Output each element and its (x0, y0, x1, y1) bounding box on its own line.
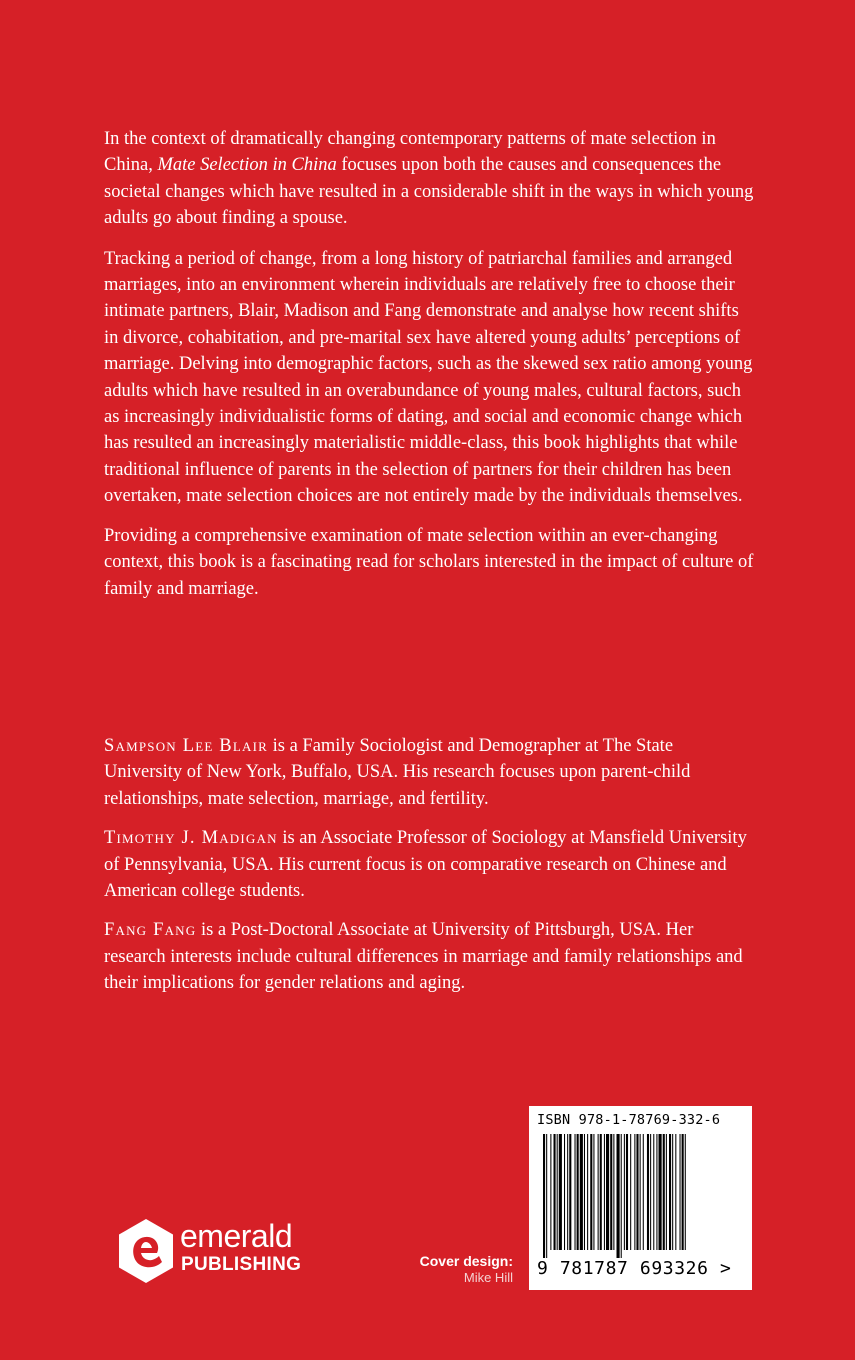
barcode-bar (621, 1134, 622, 1258)
barcode-bar (598, 1134, 599, 1250)
barcode-bar (669, 1134, 671, 1250)
cover-credit-name: Mike Hill (463, 1270, 513, 1285)
barcode-bar (590, 1134, 592, 1250)
author-bio-blair (104, 733, 754, 812)
barcode-bar (577, 1134, 579, 1250)
barcode-bar (650, 1134, 651, 1250)
barcode-digits: 9 781787 693326 > (537, 1258, 732, 1279)
blurb-paragraph-3: Providing a comprehensive examination of mate selection within an ever-changing context, this book is a fascinating read for scholars interested in the impact of culture of family and marriage. (104, 525, 754, 599)
author-name: Sampson Lee Blair (104, 736, 268, 756)
isbn-label: ISBN 978-1-78769-332-6 (537, 1112, 721, 1128)
barcode-bar (559, 1134, 562, 1250)
barcode-bar (643, 1134, 644, 1250)
barcode-bar (543, 1134, 545, 1258)
barcode-bar (606, 1134, 609, 1250)
barcode-bar (672, 1134, 673, 1250)
barcode-bar (600, 1134, 602, 1250)
barcode-bar (630, 1134, 631, 1250)
barcode-bar (584, 1134, 585, 1250)
publisher-logo (116, 1217, 316, 1287)
barcode-bar (587, 1134, 588, 1250)
author-name: Fang Fang (104, 920, 197, 941)
publisher-name: emerald (180, 1218, 293, 1254)
barcode-bar (557, 1134, 558, 1250)
barcode-bar (604, 1134, 605, 1250)
cover-credit (420, 1252, 513, 1286)
barcode-bar (546, 1134, 547, 1258)
barcode-bar (613, 1134, 614, 1250)
barcode-bar (647, 1134, 649, 1250)
barcode-bar (675, 1134, 676, 1250)
barcode-bar (656, 1134, 657, 1250)
barcode-bar (636, 1134, 638, 1250)
barcode-bar (575, 1134, 576, 1250)
author-description: is a Family Sociologist and Demographer at The State University of New York, Buffalo, USA. His research focuses upon parent-child relationships, mate selection, marriage, and fertility. (104, 736, 691, 809)
cover-credit-label: Cover design: (419, 1253, 513, 1269)
barcode-bar (567, 1134, 568, 1250)
emerald-hexagon-icon (116, 1217, 176, 1285)
barcode-bar (617, 1134, 620, 1258)
author-bios (104, 733, 754, 1010)
barcode-bar (610, 1134, 612, 1250)
barcode-bar (666, 1134, 667, 1250)
author-bio-madigan (104, 825, 754, 904)
author-name: Timothy J. Madigan (104, 828, 278, 849)
blurb-paragraph-2: Tracking a period of change, from a long history of patriarchal families and arranged marriages, into an environment wherein individuals are relatively free to choose their intimate partners, Blair, Madison and Fang demonstrate and analyse how recent shifts in divorce, cohabitation, and pre-marital sex have altered young adults’ perceptions of marriage. Delving into demographic factors, such as the skewed sex ratio among young adults which have resulted in an overabundance of young males, cultural factors, such as increasingly individualistic forms of dating, and social and economic change which has resulted an increasingly materialistic middle-class, this book highlights that while traditional influence of parents in the selection of partners for their children has been overtaken, mate selection choices are not entirely made by the individuals themselves. (104, 248, 753, 507)
barcode-icon (539, 1134, 741, 1258)
author-description: is a Post-Doctoral Associate at University of Pittsburgh, USA. Her research interests include cultural differences in marriage and family relationships and their implications for gender relations and aging. (104, 920, 743, 994)
barcode-bar (640, 1134, 641, 1250)
blurb-p1-intro: In the context of dramatically changing contemporary patterns of mate selection in China, (104, 129, 716, 176)
barcode-bar (682, 1134, 684, 1250)
barcode-bar (554, 1134, 556, 1250)
barcode-bar (680, 1134, 681, 1250)
barcode-bar (659, 1134, 662, 1250)
blurb-p1-rest: focuses upon both the causes and consequences the societal changes which have resulted in a considerable shift in the ways in which young adults go about finding a spouse. (104, 155, 754, 229)
barcode-bar (685, 1134, 686, 1250)
blurb-paragraph-1 (104, 126, 754, 232)
publisher-subname: PUBLISHING (181, 1254, 302, 1275)
barcode-bar (569, 1134, 571, 1250)
barcode-bar (663, 1134, 665, 1250)
book-title: Mate Selection in China (157, 155, 337, 176)
barcode-bar (593, 1134, 594, 1250)
author-description: is an Associate Professor of Sociology at Mansfield University of Pennsylvania, USA. His current focus is on comparative research on Chinese and American college students. (104, 828, 747, 902)
barcode-bar (626, 1134, 628, 1250)
blurb (104, 126, 754, 616)
author-bio-fang (104, 917, 754, 996)
isbn-barcode (529, 1106, 752, 1290)
barcode-bar (653, 1134, 654, 1250)
barcode-bar (580, 1134, 583, 1250)
barcode-bar (624, 1134, 625, 1250)
barcode-bar (564, 1134, 565, 1250)
barcode-bar (634, 1134, 635, 1250)
barcode-bar (550, 1134, 551, 1250)
